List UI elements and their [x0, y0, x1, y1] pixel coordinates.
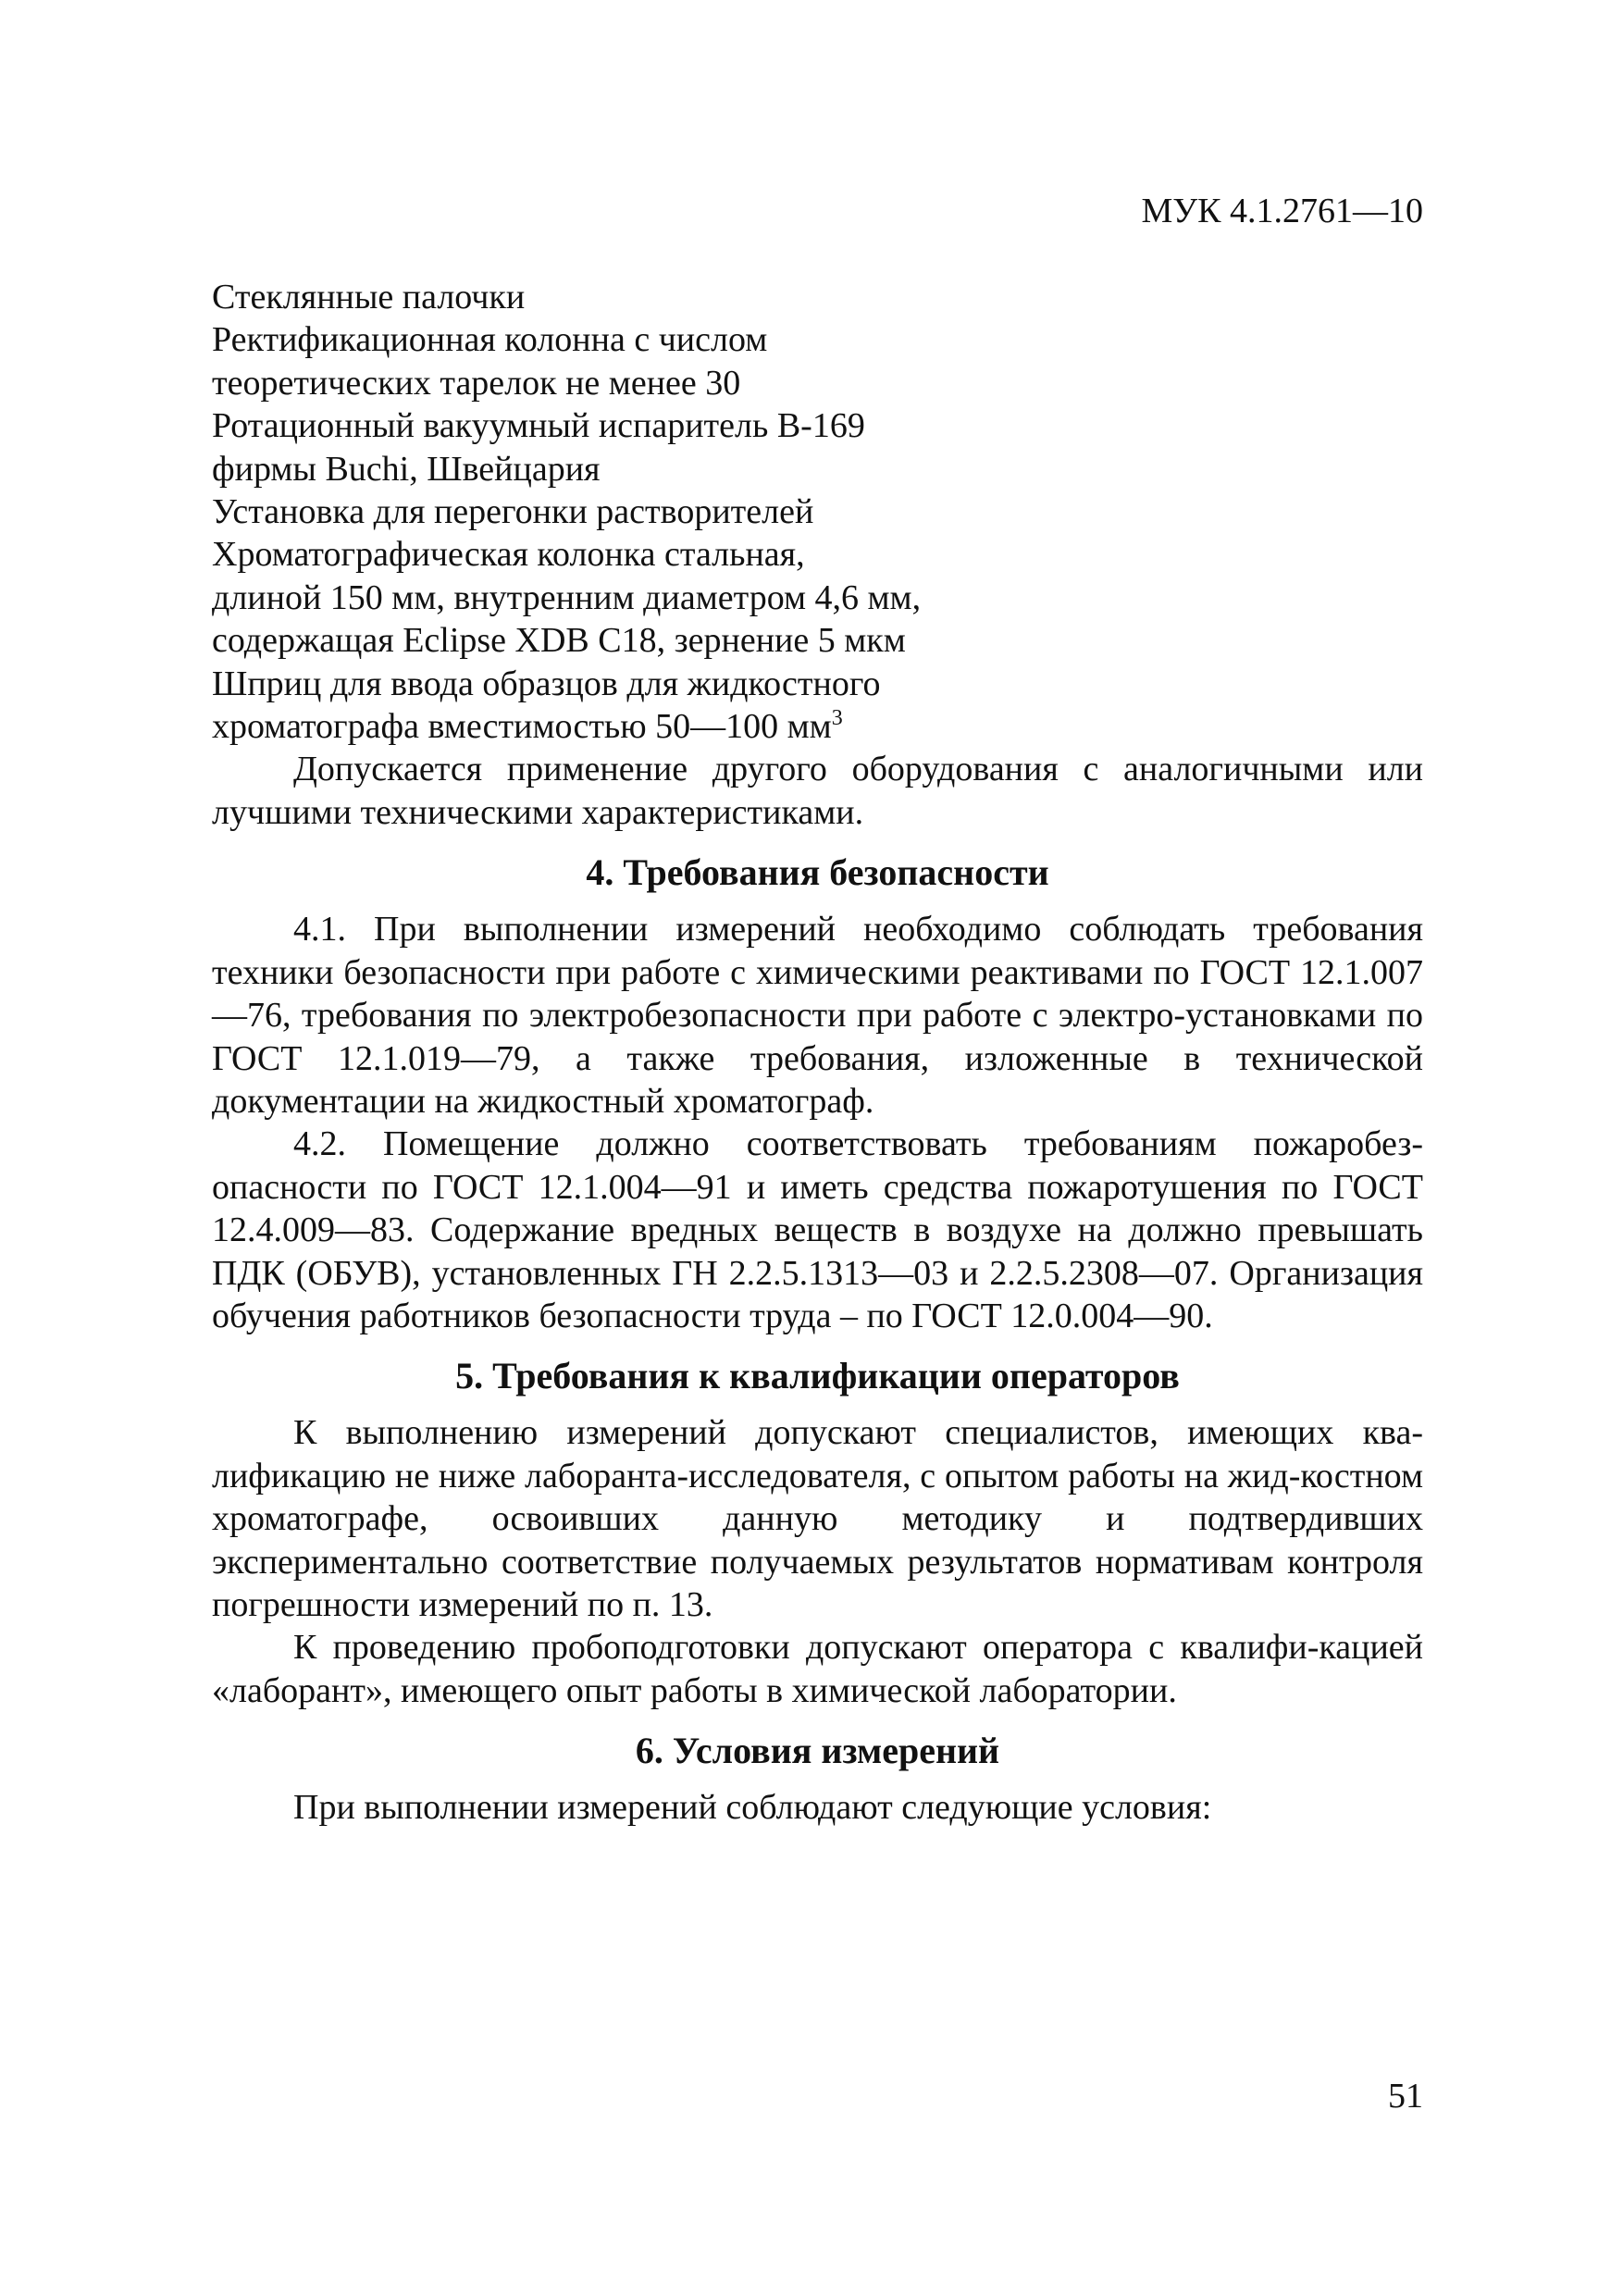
equipment-line: Стеклянные палочки	[212, 278, 526, 316]
superscript-cubed: 3	[831, 706, 843, 731]
equipment-list	[212, 276, 1423, 748]
equipment-line: длиной 150 мм, внутренним диаметром 4,6 мм,	[212, 577, 922, 617]
page-number: 51	[1388, 2077, 1423, 2116]
section-4-paragraph-1: 4.1. При выполнении измерений необходимо соблюдать требования техники безопасности при работе с химическими реактивами по ГОСТ 12.1.007—76, требования по электробезопасности при работе с электро-установками по ГОСТ 12.1.019—79, а также требования, изложенные в технической документации на жидкостный хроматограф.	[212, 910, 1423, 1121]
equipment-line: фирмы Buchi, Швейцария	[212, 449, 601, 489]
equipment-line: Установка для перегонки растворителей	[212, 492, 814, 532]
equipment-line: Ротационный вакуумный испаритель В-169	[212, 406, 865, 446]
equipment-last-text: хроматографа вместимостью 50—100 мм	[212, 707, 832, 747]
section-5-paragraph-1: К выполнению измерений допускают специалистов, имеющих ква-лификацию не ниже лаборанта-исследователя, с опытом работы на жид-костном хроматографе, освоивших данную методику и подтвердивших экспериментально соответствие получаемых результатов нормативам контроля погрешности измерений по п. 13.	[212, 1413, 1423, 1624]
section-6-paragraph-1: При выполнении измерений соблюдают следующие условия:	[293, 1788, 1212, 1828]
equipment-line: Ректификационная колонна с числом	[212, 320, 768, 360]
section-6-title: 6. Условия измерений	[635, 1730, 1000, 1772]
section-4-title: 4. Требования безопасности	[586, 851, 1049, 894]
section-4-paragraph-2: 4.2. Помещение должно соответствовать требованиям пожаробез-опасности по ГОСТ 12.1.004—91 и иметь средства пожаротушения по ГОСТ 12.4.009—83. Содержание вредных веществ в воздухе на должно превышать ПДК (ОБУВ), установленных ГН 2.2.5.1313—03 и 2.2.5.2308—07. Организация обучения работников безопасности труда – по ГОСТ 12.0.004—90.	[212, 1124, 1423, 1335]
document-code: МУК 4.1.2761—10	[1141, 192, 1423, 230]
section-5-title: 5. Требования к квалификации операторов	[455, 1355, 1180, 1397]
section-5-paragraph-2: К проведению пробоподготовки допускают оператора с квалифи-кацией «лаборант», имеющего опыт работы в химической лаборатории.	[212, 1628, 1423, 1710]
equipment-line: Хроматографическая колонка стальная,	[212, 535, 805, 575]
equipment-note: Допускается применение другого оборудования с аналогичными или лучшими техническими характеристиками.	[212, 750, 1423, 832]
equipment-line: Шприц для ввода образцов для жидкостного	[212, 664, 881, 703]
equipment-line-last	[212, 705, 1423, 748]
equipment-line: теоретических тарелок не менее 30	[212, 363, 741, 403]
equipment-line: содержащая Eclipse XDB C18, зернение 5 мкм	[212, 621, 906, 661]
page-content	[212, 276, 1423, 1830]
